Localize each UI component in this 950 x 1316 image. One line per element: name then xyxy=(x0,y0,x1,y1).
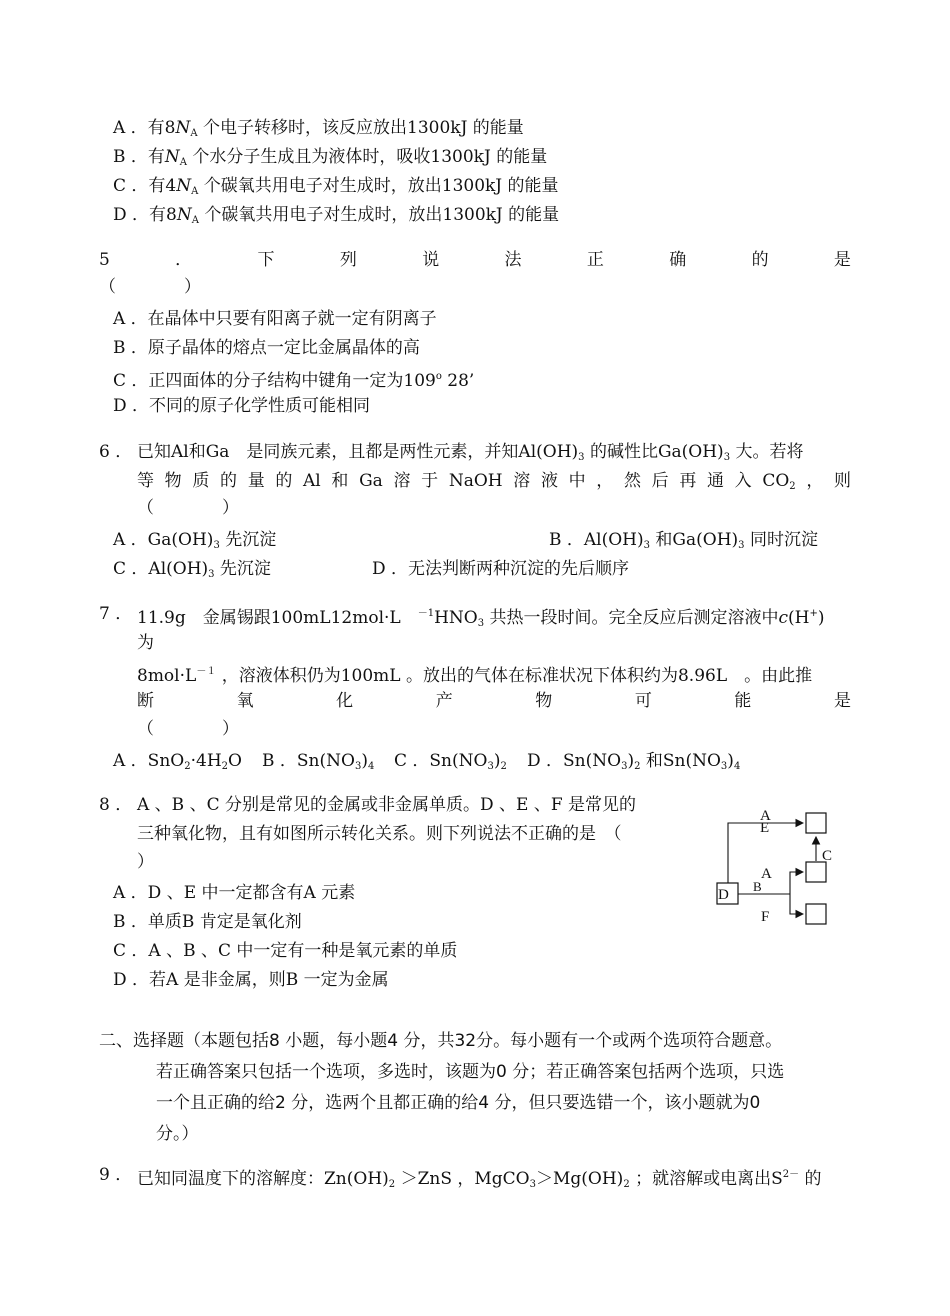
section-2-instructions-line3: 一个且正确的给2 分，选两个且都正确的给4 分，但只要选错一个，该小题就为0 xyxy=(156,1093,761,1113)
label-d: D xyxy=(718,887,729,903)
q8-number: 8 ． xyxy=(99,795,133,815)
q8-stem-line1: A 、B 、C 分别是常见的金属或非金属单质。D 、E 、F 是常见的 xyxy=(137,795,637,815)
section-2-instructions-line2: 若正确答案只包括一个选项，多选时，该题为0 分；若正确答案包括两个选项，只选 xyxy=(156,1062,785,1082)
section-2-instructions-line4: 分。） xyxy=(156,1124,199,1144)
q8-option-c: C ．A 、B 、C 中一定有一种是氧元素的单质 xyxy=(113,941,458,961)
q8-option-d: D ．若A 是非金属，则B 一定为金属 xyxy=(113,970,389,990)
q6-stem-line1: 已知Al和Ga 是同族元素，且都是两性元素，并知$Al(OH)_3$ 的碱性比$Ga(OH)_3$ 大。若将 xyxy=(137,442,804,463)
q8-stem-line2: 三种氧化物，且有如图所示转化关系。则下列说法不正确的是 （ xyxy=(137,824,622,844)
q8-option-a: A ．D 、E 中一定都含有A 元素 xyxy=(113,883,356,903)
q9-stem-line1: 已知同温度下的溶解度：$Zn(OH)_2 >ZnS$ ，$MgCO_3>Mg(OH)_2$ ；就溶解或电离出$S^{2-}$ 的 xyxy=(137,1169,822,1190)
q7-option-a: A ．$SnO_2\cdot 4H_2O$ xyxy=(113,751,242,772)
q8-stem-line3: ） xyxy=(137,852,154,872)
q5-option-c: C ．正四面体的分子结构中键角一定为109$^o$ 28’ xyxy=(113,371,475,391)
q7-option-b: B ．$Sn(NO_3)_4$ xyxy=(262,751,375,772)
q5-option-a: A ．在晶体中只要有阳离子就一定有阴离子 xyxy=(113,309,437,329)
q5-option-d: D ．不同的原子化学性质可能相同 xyxy=(113,396,371,416)
q8-option-b: B ．单质B 肯定是氧化剂 xyxy=(113,912,302,932)
label-e: E xyxy=(760,820,770,836)
q4-option-a: A ．有$8N_A$ 个电子转移时，该反应放出1300kJ 的能量 xyxy=(113,118,524,139)
q7-stem-line3: $8mol\cdot L^{-1}$ ，溶液体积仍为100mL 。放出的气体在标准状况下体积约为8.96L 。由此推 xyxy=(137,666,813,686)
label-b: B xyxy=(753,879,762,894)
q7-stem-line1: 11.9g 金属锡跟100mL12mol·L $^{-1}HNO_3$ 共热一段时间。完全反应后测定溶液中c(H+) xyxy=(137,608,825,629)
q9-number: 9 ． xyxy=(99,1165,133,1185)
q4-option-c: C ．有$4N_A$ 个碳氧共用电子对生成时，放出1300kJ 的能量 xyxy=(113,176,559,197)
q8-transformation-diagram xyxy=(700,800,850,940)
q7-answer-paren: （ ） xyxy=(137,719,239,739)
section-2-heading: 二、选择题（本题包括8 小题，每小题4 分，共32分。每小题有一个或两个选项符合题意。 xyxy=(99,1031,783,1051)
label-f: F xyxy=(761,909,770,925)
arrow-d-to-mid xyxy=(790,872,803,894)
q6-option-a: A ．$Ga(OH)_3$ 先沉淀 xyxy=(113,530,277,551)
q4-option-d: D ．有$8N_A$ 个碳氧共用电子对生成时，放出1300kJ 的能量 xyxy=(113,205,560,226)
label-a-mid: A xyxy=(761,866,772,882)
box-b-product xyxy=(806,862,826,882)
q6-option-d: D ．无法判断两种沉淀的先后顺序 xyxy=(372,559,630,579)
q4-option-b: B ．有$N_A$ 个水分子生成且为液体时，吸收1300kJ 的能量 xyxy=(113,147,548,168)
label-a-top: A xyxy=(760,808,771,824)
label-c: C xyxy=(822,848,833,864)
q7-number: 7 ． xyxy=(99,604,133,624)
box-f-product xyxy=(806,904,826,924)
q7-option-c: C ．$Sn(NO_3)_2$ xyxy=(394,751,507,772)
q6-option-c: C ．$Al(OH)_3$ 先沉淀 xyxy=(113,559,271,580)
box-e-product xyxy=(806,813,826,833)
q5-option-b: B ．原子晶体的熔点一定比金属晶体的高 xyxy=(113,338,420,358)
q6-option-b: B ．$Al(OH)_3$ 和$Ga(OH)_3$ 同时沉淀 xyxy=(549,530,818,551)
q6-number: 6 ． xyxy=(99,442,133,462)
q5-stem: 5 ． 下 列 说 法 正 确 的 是 xyxy=(99,250,851,270)
arrow-d-to-bottom xyxy=(790,894,803,914)
q7-option-d: D ．$Sn(NO_3)_2$ 和$Sn(NO_3)_4$ xyxy=(527,751,741,772)
q7-stem-line2: 为 xyxy=(137,633,154,653)
q5-answer-paren: （ ） xyxy=(99,277,201,297)
q6-stem-line2: 等 物 质 的 量 的 Al 和 Ga 溶 于 NaOH 溶 液 中 ， 然 后 再 通 入 $CO_2$ ， 则 xyxy=(137,471,851,492)
q7-stem-line4: 断 氧 化 产 物 可 能 是 xyxy=(137,691,851,711)
q6-answer-paren: （ ） xyxy=(137,498,239,518)
